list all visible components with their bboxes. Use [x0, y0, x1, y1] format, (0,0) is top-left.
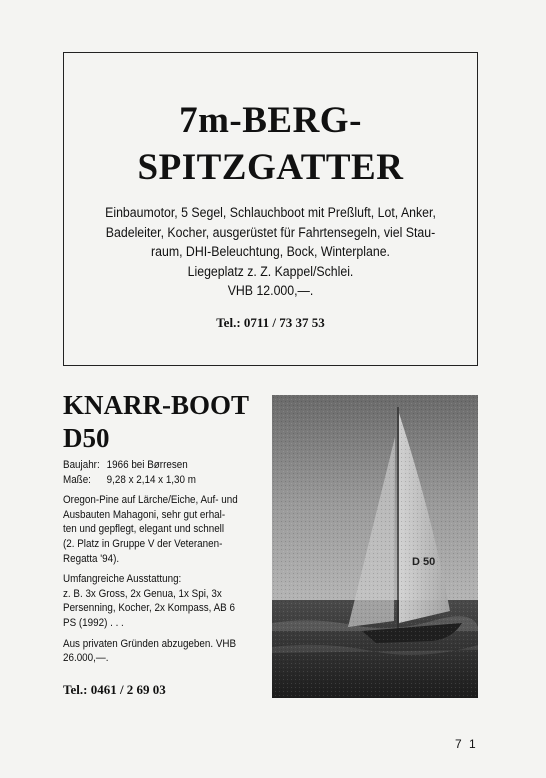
photo-grain [272, 395, 478, 698]
ad1-body-line: Badeleiter, Kocher, ausgerüstet für Fahrtensegeln, viel Stau- [105, 224, 436, 240]
text-line: Aus privaten Gründen abzugeben. VHB [63, 637, 237, 650]
ad1-body-line: Liegeplatz z. Z. Kappel/Schlei. [187, 263, 354, 279]
baujahr-row [63, 458, 258, 473]
ad2-description [63, 458, 258, 672]
ad2-paragraph-equipment [63, 572, 258, 630]
text-line: Oregon-Pine auf Lärche/Eiche, Auf- und [63, 494, 238, 507]
masse-label: Maße: [63, 473, 91, 486]
ad1-description [82, 203, 458, 301]
text-line: PS (1992) . . . [63, 616, 124, 629]
page-number: 7 1 [455, 737, 478, 751]
ad2-specs [63, 458, 258, 487]
masse-row [63, 473, 258, 488]
text-line: Persenning, Kocher, 2x Kompass, AB 6 [63, 602, 235, 615]
ad2-paragraph-price [63, 637, 258, 666]
text-line: Ausbauten Mahagoni, sehr gut erhal- [63, 508, 226, 521]
text-line: Regatta '94). [63, 552, 120, 565]
ad2-title [63, 389, 249, 455]
text-line: (2. Platz in Gruppe V der Veteranen- [63, 537, 223, 550]
ad-bergspitzgatter [63, 52, 478, 366]
text-line: ten und gepflegt, elegant und schnell [63, 523, 225, 536]
ad1-body-line: Einbaumotor, 5 Segel, Schlauchboot mit Preßluft, Lot, Anker, [105, 205, 436, 220]
sailboat-photo [272, 395, 478, 698]
ad2-title-line1: KNARR-BOOT [63, 390, 250, 420]
ad1-body-line: VHB 12.000,—. [227, 283, 314, 298]
ad1-body-line: raum, DHI-Beleuchtung, Bock, Winterplane. [151, 244, 390, 259]
text-line: 26.000,—. [63, 652, 109, 665]
baujahr-value: 1966 bei Børresen [106, 459, 188, 471]
ad2-paragraph-condition [63, 493, 258, 566]
masse-value: 9,28 x 2,14 x 1,30 m [106, 473, 196, 486]
text-line: Umfangreiche Ausstattung: [63, 573, 182, 586]
ad2-phone: Tel.: 0461 / 2 69 03 [63, 682, 166, 697]
ad1-title-line2: SPITZGATTER [137, 147, 404, 188]
ad1-phone: Tel.: 0711 / 73 37 53 [216, 315, 325, 330]
ad1-title-line1: 7m-BERG- [179, 100, 362, 141]
text-line: z. B. 3x Gross, 2x Genua, 1x Spi, 3x [63, 587, 222, 600]
baujahr-label: Baujahr: [63, 459, 100, 471]
ad2-title-line2: D50 [63, 423, 110, 453]
ad1-title [64, 97, 477, 191]
